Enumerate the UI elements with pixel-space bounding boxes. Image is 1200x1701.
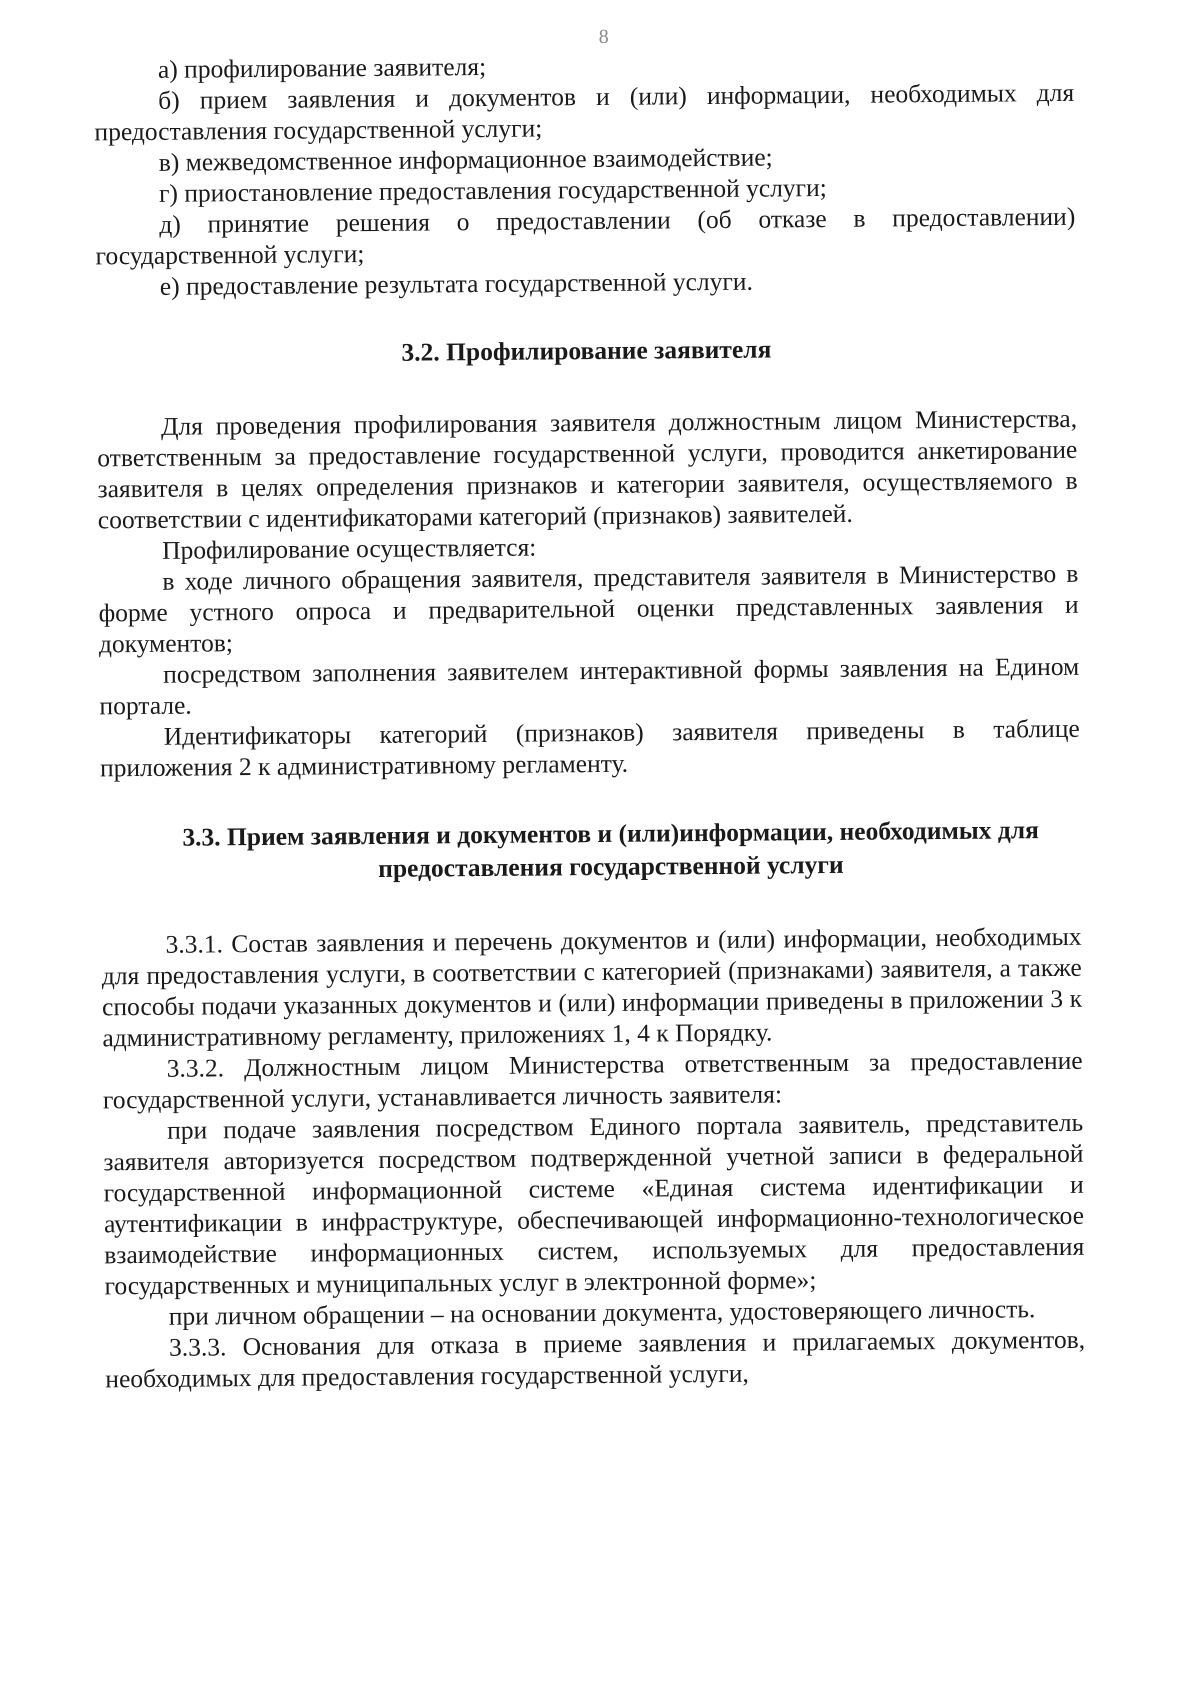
section-3-3-body — [101, 921, 1085, 1395]
list-item: е) предоставление результата государственной услуги. — [159, 266, 754, 301]
paragraph: при личном обращении – на основании документа, удостоверяющего личность. — [168, 1294, 1036, 1331]
heading-line: 3.3. Прием заявления и документов и (или)информации, необходимых для — [182, 815, 1039, 852]
page-number: 8 — [598, 25, 609, 48]
list-item: д) принятие решения о предоставлении (об отказе в предоставлении) государственной услуги; — [95, 201, 1076, 271]
paragraph: Идентификаторы категорий (признаков) заявителя приведены в таблице приложения 2 к административному регламенту. — [99, 713, 1080, 783]
list-item: в) межведомственное информационное взаимодействие; — [158, 142, 773, 177]
paragraph: 3.3.2. Должностным лицом Министерства ответственным за предоставление государственной услуги, устанавливается личность заявителя: — [102, 1045, 1083, 1115]
paragraph: посредством заполнения заявителем интерактивной формы заявления на Едином портале. — [99, 651, 1080, 721]
section-heading-3-2: 3.2. Профилирование заявителя — [401, 334, 772, 367]
list-item: г) приостановление предоставления государственной услуги; — [158, 172, 827, 208]
paragraph: Профилирование осуществляется: — [161, 532, 537, 565]
paragraph: Для проведения профилирования заявителя должностным лицом Министерства, ответственным за предоставление государственной услуги, проводится анкетирование заявителя в целях определения признаков и категории заявителя, осуществляемого в соответствии с идентификаторами категорий (признаков) заявителей. — [97, 403, 1078, 535]
list-item: а) профилирование заявителя; — [157, 51, 487, 84]
paragraph: 3.3.3. Основания для отказа в приеме заявления и прилагаемых документов, необходимых для предоставления государственной услуги, — [105, 1324, 1086, 1394]
list-item: б) прием заявления и документов и (или) информации, необходимых для предоставления государственной услуги; — [94, 77, 1075, 147]
document-body — [94, 46, 1086, 1395]
paragraph: в ходе личного обращения заявителя, представителя заявителя в Министерство в форме устного опроса и предварительной оценки представленных заявления и документов; — [98, 558, 1079, 659]
heading-line: предоставления государственной услуги — [378, 849, 844, 883]
paragraph: при подаче заявления посредством Единого портала заявитель, представитель заявителя авторизуется посредством подтвержденной учетной записи в федеральной государственной информационной системе «Единая система идентификации и аутентификации в инфраструктуре, обеспечивающей информационно-технологическое взаимодействие информационных систем, используемых для предоставления государственных и муниципальных услуг в электронной форме»; — [103, 1107, 1085, 1301]
procedure-list — [94, 46, 1076, 303]
paragraph: 3.3.1. Состав заявления и перечень документов и (или) информации, необходимых для предоставления услуги, в соответствии с категорией (признаками) заявителя, а также способы подачи указанных документов и (или) информации приведены в приложении 3 к административному регламенту, приложениях 1, 4 к Порядку. — [101, 921, 1083, 1053]
section-heading-3-3 — [100, 813, 1081, 888]
section-3-2-body — [97, 403, 1080, 784]
